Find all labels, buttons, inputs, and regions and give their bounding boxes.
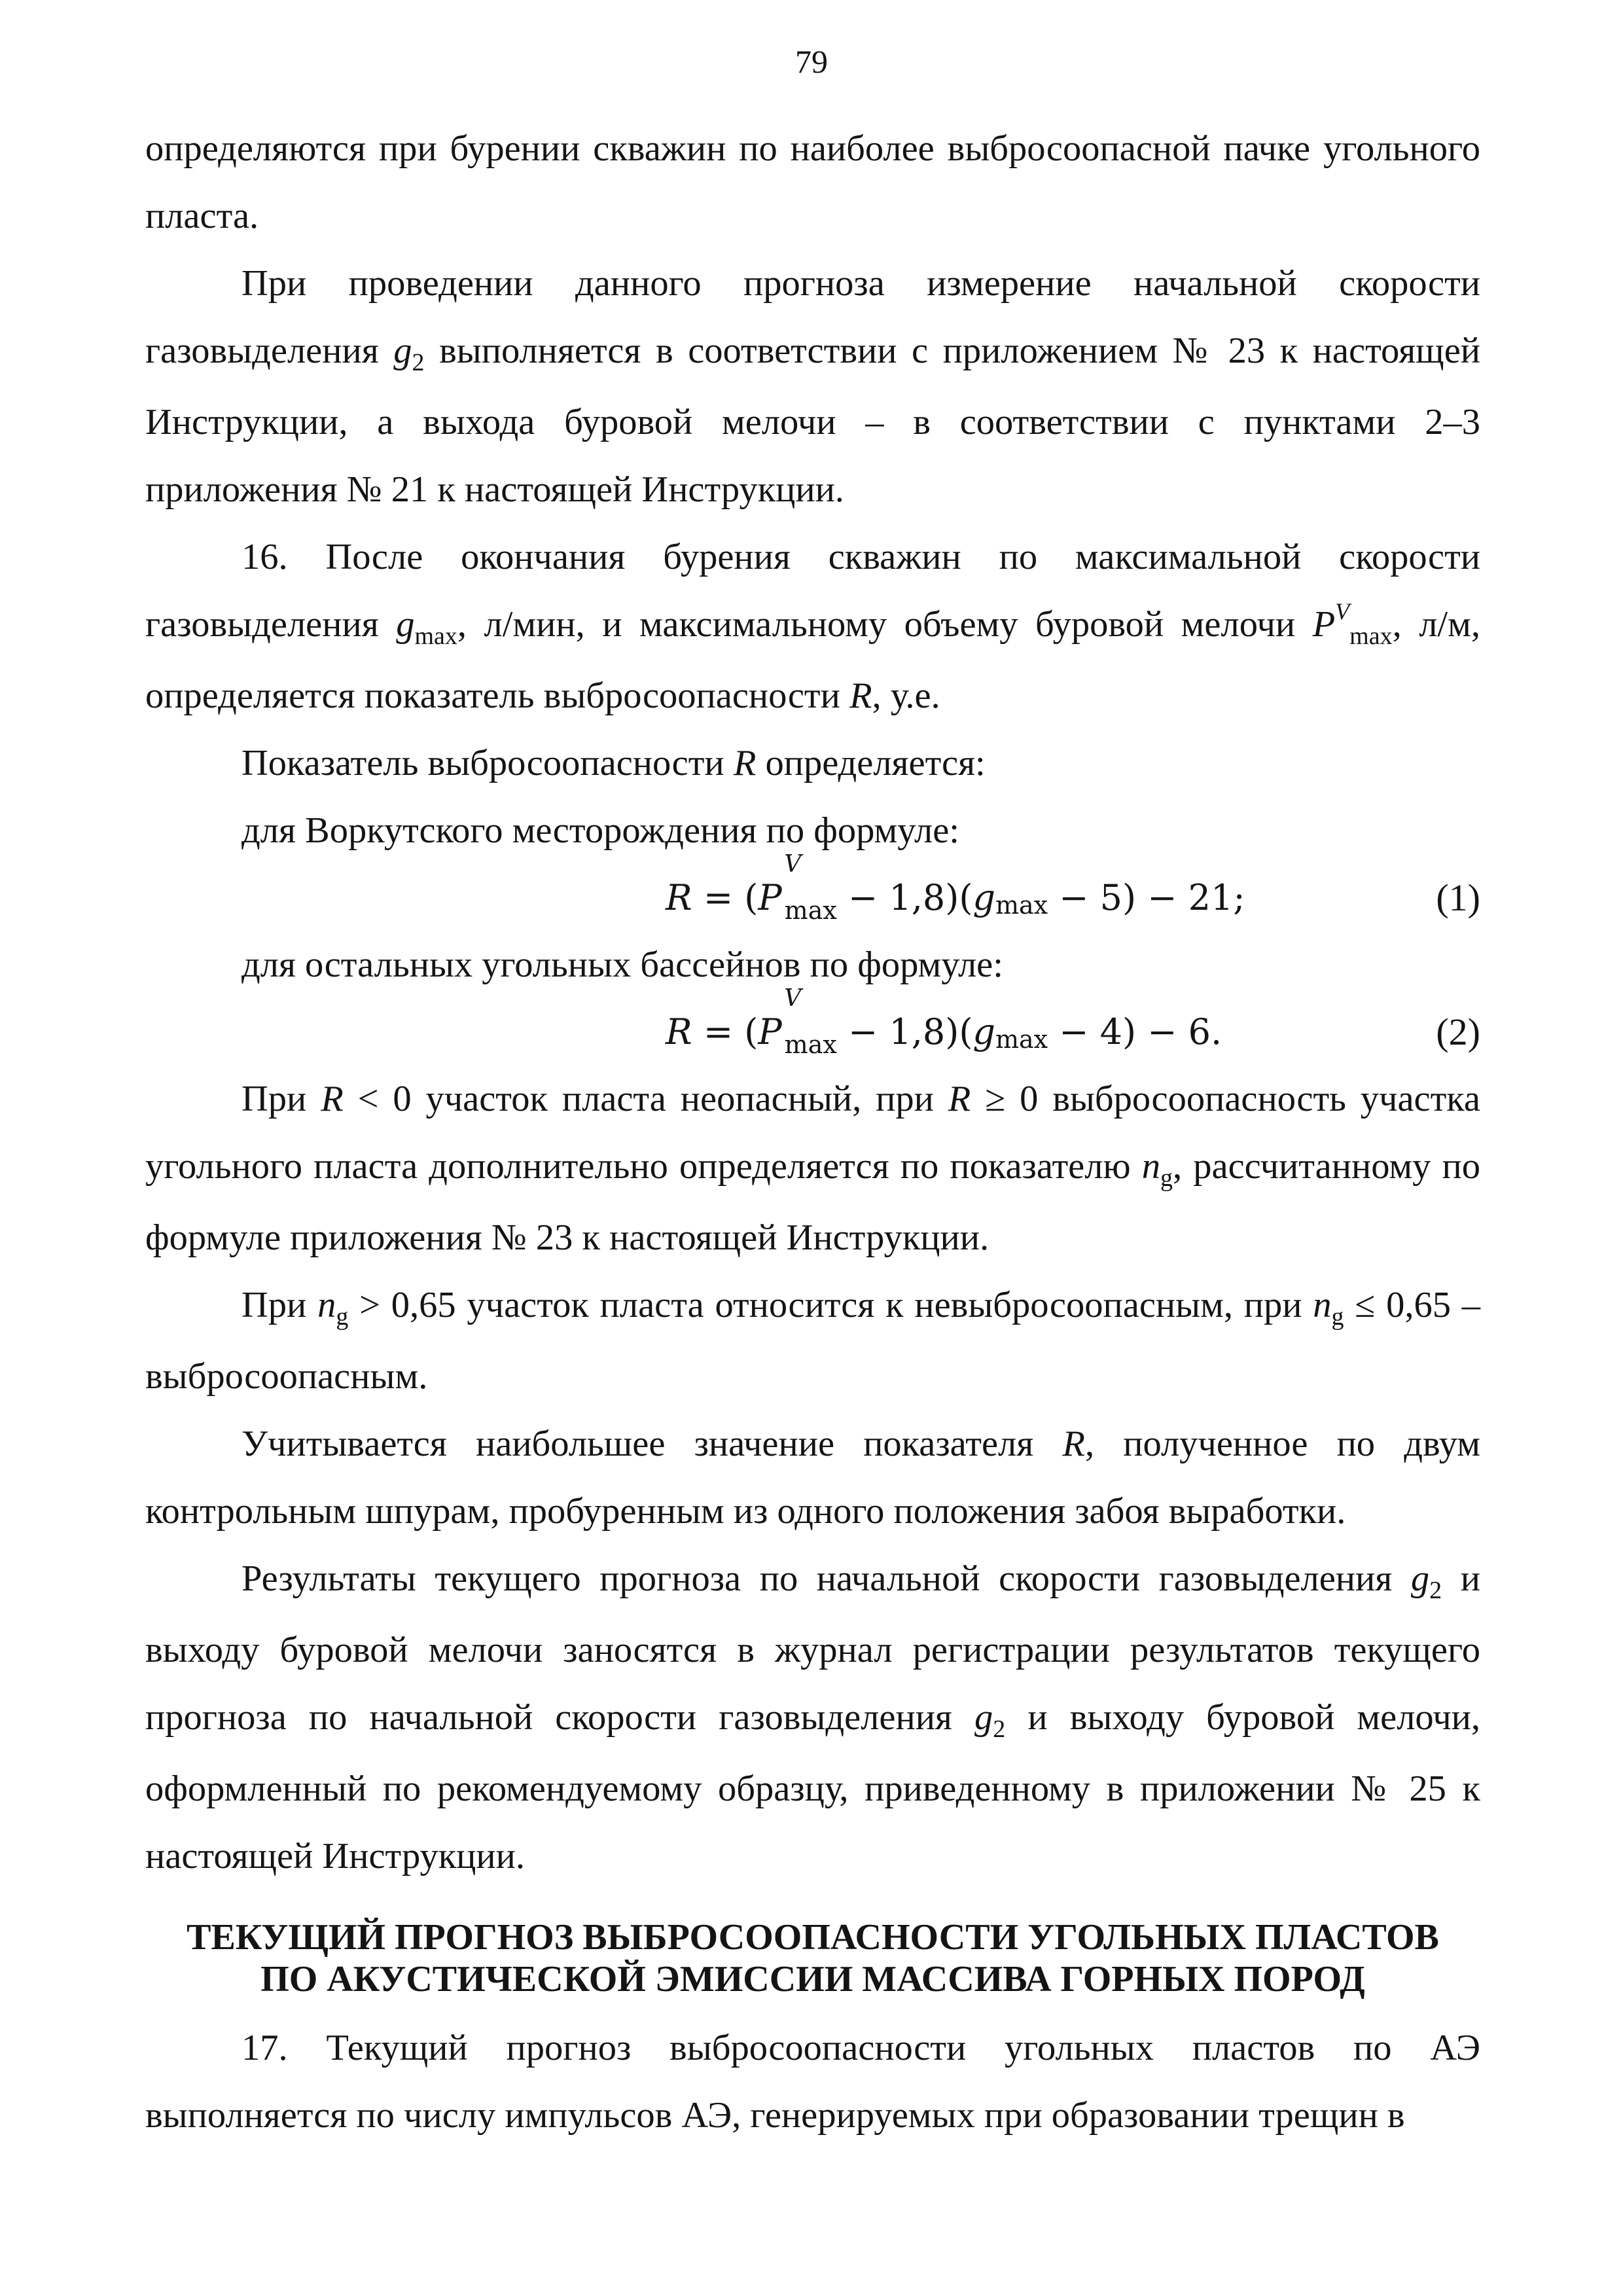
paragraph-index-definition: Показатель выбросоопасности R определяется: [241,743,986,783]
page-number: 79 [795,43,828,80]
paragraph-item-17: 17. Текущий прогноз выбросоопасности угольных пластов по АЭ выполняется по числу импульсов АЭ, генерируемых при образовании трещин в [145,2028,1480,2136]
formula-1-expression: R = (P V $_{max} - 1,8)(g_{max} - 5) - 21$; [666,851,1245,925]
paragraph-r-interpretation: При R < 0 участок пласта неопасный, при R ≥ 0 выбросоопасность участка угольного пласта дополнительно определяется по показателю $n_g$, рассчитанному по формуле приложения № 23 к настоящей Инструкции. [145,1079,1480,1258]
paragraph-ng-threshold: При $n_g > 0,65$ участок пласта относится к невыбросоопасным, при $n_g \le 0,65$ – выбросоопасным. [145,1285,1480,1397]
section-heading [145,1916,1480,2000]
formula-2 [145,985,1480,1066]
paragraph-item-16: 16. После окончания бурения скважин по максимальной скорости газовыделения $g_{max}$, л/мин, и максимальному объему буровой мелочи $P^V_{max}$, л/м, определяется показатель выбросоопасности R, у.е. [145,537,1480,716]
paragraph-results-journal: Результаты текущего прогноза по начальной скорости газовыделения $g_2$ и выходу буровой мелочи заносятся в журнал регистрации результатов текущего прогноза по начальной скорости газовыделения $g_2$ и выходу буровой мелочи, оформленный по рекомендуемому образцу, приведенному в приложении № 25 к настоящей Инструкции. [145,1558,1480,1876]
document-body [145,115,1480,2149]
paragraph-continuation: определяются при бурении скважин по наиболее выбросоопасной пачке угольного пласта. [145,128,1480,236]
paragraph-max-value: Учитывается наибольшее значение показателя R, полученное по двум контрольным шпурам, пробуренным из одного положения забоя выработки. [145,1424,1480,1532]
paragraph-vorkuta-formula-intro: для Воркутского месторождения по формуле: [241,810,959,851]
paragraph-gas-emission-measurement: При проведении данного прогноза измерение начальной скорости газовыделения $g_2$ выполняется в соответствии с приложением № 23 к настоящей Инструкции, а выхода буровой мелочи – в соответствии с пунктами 2–3 приложения № 21 к настоящей Инструкции. [145,263,1481,510]
formula-2-number: (2) [1436,1011,1480,1053]
formula-1-number: (1) [1436,876,1480,919]
section-heading-line-1: ТЕКУЩИЙ ПРОГНОЗ ВЫБРОСООПАСНОСТИ УГОЛЬНЫХ ПЛАСТОВ [187,1917,1439,1958]
paragraph-other-basins-formula-intro: для остальных угольных бассейнов по формуле: [241,944,1003,985]
formula-2-expression: R = (P V $_{max} - 1,8)(g_{max} - 4) - 6$. [666,985,1222,1059]
formula-1 [145,851,1480,931]
section-heading-line-2: ПО АКУСТИЧЕСКОЙ ЭМИССИИ МАССИВА ГОРНЫХ ПОРОД [260,1959,1365,2000]
